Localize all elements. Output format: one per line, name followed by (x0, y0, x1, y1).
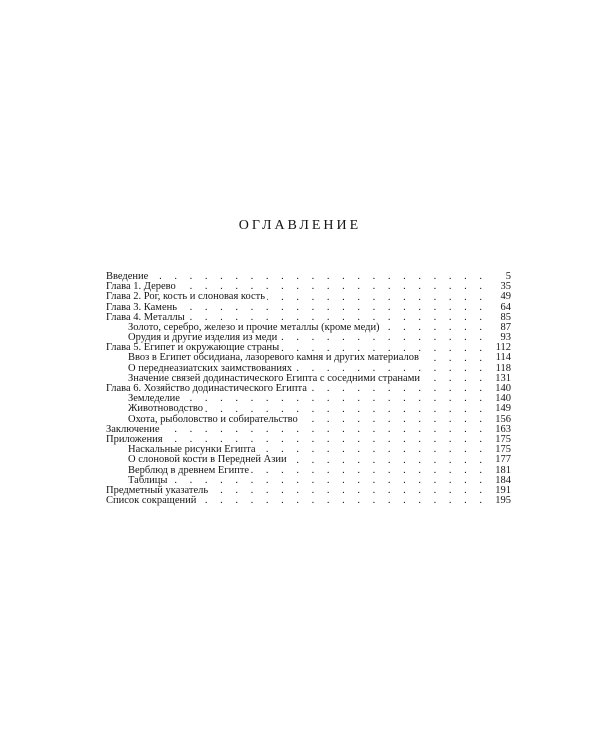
dot-leader (210, 486, 487, 496)
toc-entry-label: Приложения (106, 433, 163, 445)
toc-entry-page: 87 (500, 321, 511, 333)
toc-entry-page: 156 (495, 413, 511, 425)
dot-leader (279, 333, 487, 343)
toc-entry-label: Глава 2. Рог, кость и слоновая кость (106, 291, 266, 303)
toc-entry-label: Наскальные рисунки Египта (128, 444, 256, 456)
toc-entry-label: Глава 3. Камень (106, 301, 178, 313)
toc-entry-page: 149 (495, 403, 511, 415)
toc-entry-page: 163 (495, 423, 511, 435)
toc-entry-page: 64 (500, 301, 511, 313)
dot-leader (258, 445, 487, 455)
toc-entry-page: 181 (495, 464, 511, 476)
toc-entry-page: 140 (495, 383, 511, 395)
dot-leader (162, 425, 487, 435)
dot-leader (382, 323, 487, 333)
dot-leader (150, 272, 487, 282)
toc-entry-label: Золото, серебро, железо и прочие металлы (кроме меди) (128, 321, 380, 333)
toc-entry-label: Глава 1. Дерево (106, 281, 176, 293)
toc-entry-label: Верблюд в древнем Египте (128, 464, 250, 476)
dot-leader (422, 374, 487, 384)
toc-entry-page: 131 (495, 372, 511, 384)
toc-entry-label: Охота, рыболовство и собирательство (128, 413, 298, 425)
toc-entry-page: 175 (495, 433, 511, 445)
dot-leader (198, 496, 487, 506)
toc-entry-page: 195 (495, 495, 511, 507)
dot-leader (251, 466, 487, 476)
dot-leader (169, 476, 487, 486)
toc-entry-label: О переднеазиатских заимствованиях (128, 362, 293, 374)
toc-entry-page: 85 (500, 311, 511, 323)
toc-entry-label: Глава 5. Египет и окружающие страны (106, 342, 280, 354)
toc-entry-label: Предметный указатель (106, 484, 209, 496)
toc-entry-page: 175 (495, 444, 511, 456)
toc-entry-label: Список сокращений (106, 495, 197, 507)
dot-leader (309, 384, 487, 394)
toc-entry-label: Ввоз в Египет обсидиана, лазоревого камня и других материалов (128, 352, 419, 364)
toc-entry-label: Земледелие (128, 393, 180, 405)
toc-entry-page: 5 (505, 270, 511, 282)
table-of-contents (106, 272, 511, 506)
toc-entry-label: Введение (106, 270, 149, 282)
dot-leader (421, 354, 487, 364)
toc-entry-page: 191 (495, 484, 511, 496)
toc-entry-label: Животноводство (128, 403, 204, 415)
toc-entry-page: 49 (500, 291, 511, 303)
toc-entry-label: Орудия и другие изделия из меди (128, 332, 278, 344)
toc-entry-page: 177 (495, 454, 511, 466)
toc-entry-page: 112 (495, 342, 511, 354)
dot-leader (182, 394, 487, 404)
toc-entry-label: О слоновой кости в Передней Азии (128, 454, 287, 466)
toc-entry (106, 415, 511, 425)
toc-entry-page: 184 (495, 474, 511, 486)
toc-entry (106, 496, 511, 506)
toc-entry-label: Заключение (106, 423, 160, 435)
toc-entry-page: 93 (500, 332, 511, 344)
toc-entry (106, 425, 511, 435)
toc-entry-label: Значение связей додинастического Египта с соседними странами (128, 372, 420, 384)
dot-leader (300, 415, 487, 425)
toc-entry-label: Таблицы (128, 474, 168, 486)
dot-leader (267, 293, 487, 303)
toc-entry-page: 35 (500, 281, 511, 293)
dot-leader (179, 303, 487, 313)
toc-entry-page: 118 (495, 362, 511, 374)
dot-leader (289, 456, 487, 466)
page-title: ОГЛАВЛЕНИЕ (238, 218, 362, 233)
toc-entry-page: 140 (495, 393, 511, 405)
toc-entry-label: Глава 6. Хозяйство додинастического Египта (106, 383, 307, 395)
toc-entry-label: Глава 4. Металлы (106, 311, 185, 323)
toc-entry-page: 114 (495, 352, 511, 364)
